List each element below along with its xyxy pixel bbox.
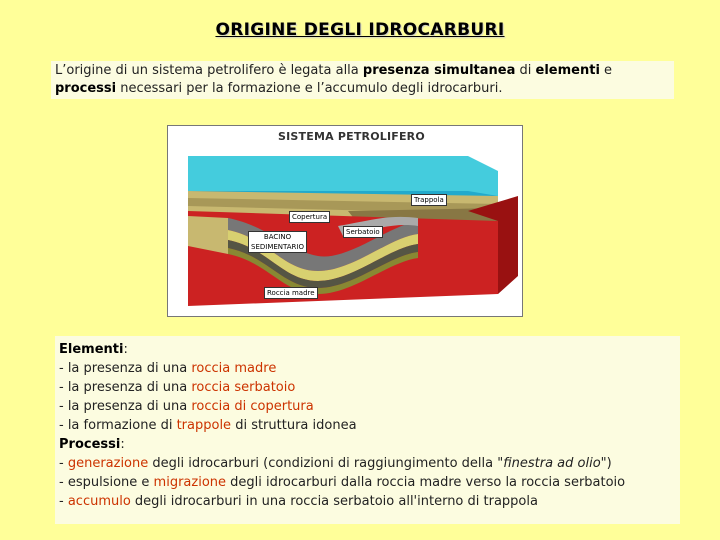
list-item: - la formazione di trappole di struttura idonea — [59, 418, 357, 433]
processi-heading: Processi: — [59, 437, 125, 452]
page-title: ORIGINE DEGLI IDROCARBURI — [215, 20, 505, 40]
label-serbatoio: Serbatoio — [343, 226, 383, 238]
list-item: - accumulo degli idrocarburi in una roccia serbatoio all'interno di trappola — [59, 494, 538, 509]
label-bacino-sedimentario — [248, 231, 307, 253]
list-item: - generazione degli idrocarburi (condizioni di raggiungimento della "finestra ad olio") — [59, 456, 612, 471]
elementi-heading: Elementi: — [59, 342, 128, 357]
label-copertura: Copertura — [289, 211, 330, 223]
label-trappola: Trappola — [411, 194, 447, 206]
list-item: - espulsione e migrazione degli idrocarburi dalla roccia madre verso la roccia serbatoio — [59, 475, 626, 490]
geologic-block-illustration — [168, 126, 522, 316]
elements-processes-panel — [55, 336, 680, 524]
list-item: - la presenza di una roccia di copertura — [59, 399, 314, 414]
diagram-title: SISTEMA PETROLIFERO — [278, 130, 425, 143]
intro-paragraph: L’origine di un sistema petrolifero è legata alla presenza simultanea di elementi e processi necessari per la formazione e l’accumulo degli idrocarburi. — [51, 61, 674, 99]
label-bacino-line1: BACINO — [263, 233, 292, 241]
list-item: - la presenza di una roccia serbatoio — [59, 380, 296, 395]
list-item: - la presenza di una roccia madre — [59, 361, 277, 376]
label-bacino-line2: SEDIMENTARIO — [251, 243, 304, 251]
petroleum-system-diagram — [167, 125, 523, 317]
label-roccia-madre: Roccia madre — [264, 287, 318, 299]
